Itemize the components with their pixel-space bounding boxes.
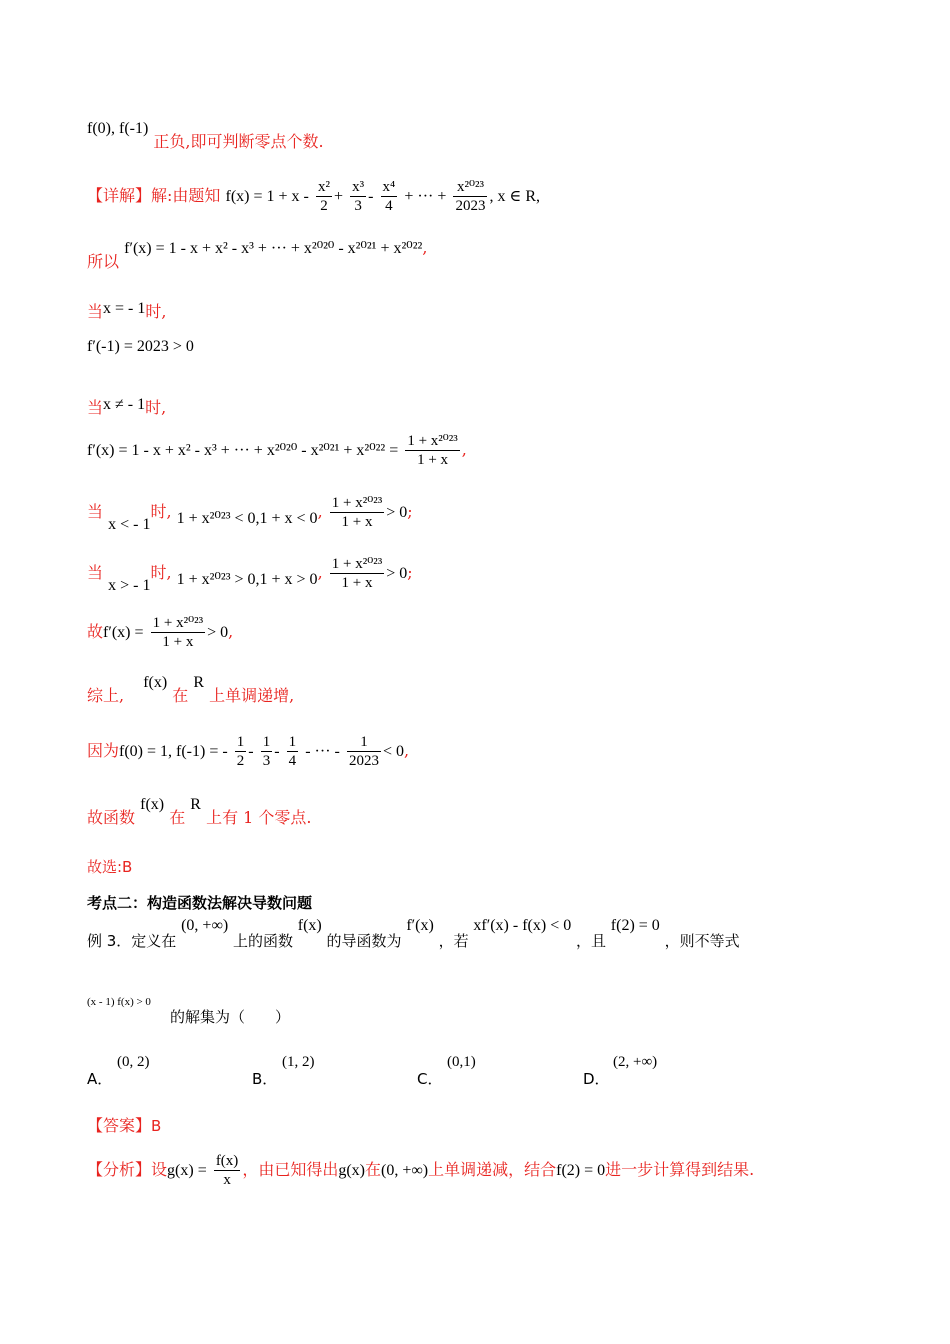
fraction-denominator: 2023: [348, 753, 379, 769]
math-expression: > 0: [207, 624, 229, 641]
fraction: [453, 178, 487, 215]
text-run: 故: [87, 622, 104, 641]
text-line: [87, 614, 233, 651]
text-line: [87, 1152, 754, 1189]
text-run: 正负,即可判断零点个数.: [153, 132, 324, 151]
text-line: [87, 238, 428, 271]
math-expression: x = - 1: [103, 300, 146, 317]
math-expression: f(x): [143, 674, 168, 691]
fraction-denominator: 3: [262, 753, 271, 769]
fraction: [330, 494, 384, 531]
text-run: 时,: [145, 398, 167, 417]
text-run: ,: [317, 563, 323, 582]
math-expression: f(0), f(-1): [87, 120, 149, 137]
text-run: 当: [87, 502, 104, 521]
fraction-denominator: 2023: [455, 198, 486, 214]
fraction-numerator: 1 + x²⁰²³: [407, 433, 458, 449]
fraction-numerator: x⁴: [382, 179, 396, 195]
option-c-label: C．: [417, 1070, 443, 1088]
fraction: [235, 733, 247, 770]
text-run: 时,: [150, 563, 172, 582]
text-line: [87, 336, 194, 357]
text-run: ,: [461, 440, 467, 459]
fraction: [350, 178, 366, 215]
math-expression: (0, +∞): [181, 917, 229, 934]
math-expression: > 0: [386, 565, 408, 582]
math-expression: f(x) = 1 + x -: [225, 188, 309, 205]
detail-tag: 【详解】: [87, 186, 152, 205]
math-expression: f′(x) =: [103, 624, 144, 641]
text-line: [87, 672, 295, 705]
section-heading: 考点二：构造函数法解决导数问题: [87, 894, 313, 912]
option-b-label: B．: [252, 1070, 278, 1088]
text-line: [87, 178, 540, 215]
text-run: ，若: [438, 932, 469, 950]
fraction: [214, 1152, 241, 1189]
text-line: [87, 394, 166, 415]
answer-choice: 故选:B: [87, 858, 133, 876]
option-a-label: A．: [87, 1070, 113, 1088]
text-run: ,: [422, 238, 428, 257]
math-expression: R: [193, 674, 205, 691]
fraction-numerator: x³: [352, 179, 365, 195]
math-expression: , x ∈ R,: [489, 188, 540, 205]
option-c-value: (0,1): [447, 1054, 476, 1070]
text-line: [87, 555, 413, 592]
text-line: [87, 298, 166, 319]
fraction-numerator: 1 + x²⁰²³: [331, 556, 383, 572]
answer-tag: 【答案】: [87, 1116, 152, 1135]
text-run: ,: [228, 622, 234, 641]
fraction: [151, 614, 205, 651]
math-expression: x > - 1: [108, 577, 151, 594]
text-line: [87, 432, 467, 469]
math-operator: -: [248, 743, 254, 760]
fraction: [347, 733, 381, 770]
text-run: 进一步计算得到结果.: [605, 1160, 755, 1179]
text-run: 所以: [87, 252, 120, 271]
math-expression: f(x): [140, 796, 165, 813]
text-line: [87, 857, 132, 877]
math-expression: x < - 1: [108, 516, 151, 533]
math-operator: + ··· +: [404, 188, 447, 205]
fraction: [316, 178, 332, 215]
text-run: 当: [87, 563, 104, 582]
math-operator: -: [274, 743, 280, 760]
text-run: ,: [403, 741, 410, 760]
fraction: [330, 555, 384, 592]
math-operator: - ··· -: [305, 743, 340, 760]
fraction: [261, 733, 273, 770]
fraction-numerator: x²: [317, 179, 330, 195]
fraction-denominator: 2: [236, 753, 245, 769]
math-expression: (0, +∞): [381, 1162, 429, 1179]
text-run: 解:由题知: [151, 186, 221, 205]
text-line: [87, 794, 312, 827]
text-line: [87, 494, 413, 531]
text-run: ,: [317, 502, 323, 521]
fraction-numerator: 1: [347, 733, 381, 752]
text-run: 综上,: [87, 686, 125, 705]
text-run: 上单调递减，结合: [428, 1160, 557, 1179]
fraction-denominator: 1 + x: [341, 575, 373, 591]
text-run: 上有 1 个零点.: [206, 808, 312, 827]
math-expression: f′(x) = 1 - x + x² - x³ + ··· + x²⁰²⁰ - x²⁰²¹ + x²⁰²²: [124, 240, 423, 257]
analysis-tag: 【分析】: [87, 1160, 152, 1179]
text-run: 时,: [145, 302, 167, 321]
fraction-numerator: f(x): [215, 1153, 239, 1169]
text-run: 在: [169, 808, 186, 827]
math-expression: f(2) = 0: [556, 1162, 606, 1179]
math-expression: f′(-1) = 2023 > 0: [87, 338, 194, 355]
text-run: 故函数: [87, 808, 136, 827]
fraction-denominator: 1 + x: [162, 634, 194, 650]
fraction: [381, 178, 398, 215]
text-run: 例 3．定义在: [87, 932, 177, 950]
fraction: [287, 733, 299, 770]
text-line: [87, 1116, 161, 1136]
math-expression: 1 + x²⁰²³ < 0,1 + x < 0: [176, 510, 318, 527]
math-operator: -: [368, 188, 374, 205]
text-run: 设: [151, 1160, 168, 1179]
math-expression: f(2) = 0: [610, 917, 660, 934]
text-run: 在: [172, 686, 189, 705]
text-line: [87, 118, 324, 151]
text-run: ，由已知得出: [242, 1160, 339, 1179]
fraction-numerator: x²⁰²³: [453, 178, 487, 197]
fraction-denominator: 3: [354, 198, 362, 214]
text-run: 在: [364, 1160, 381, 1179]
option-d-value: (2, +∞): [613, 1054, 658, 1070]
math-expression: g(x): [338, 1162, 365, 1179]
text-run: ，则不等式: [664, 932, 740, 950]
math-expression: 1 + x²⁰²³ > 0,1 + x > 0: [176, 571, 318, 588]
math-expression: x ≠ - 1: [103, 396, 146, 413]
math-expression: f′(x) = 1 - x + x² - x³ + ··· + x²⁰²⁰ - x²⁰²¹ + x²⁰²² =: [87, 442, 399, 459]
option-d-label: D．: [583, 1070, 610, 1088]
math-expression: f′(x): [406, 917, 434, 934]
option-a-value: (0, 2): [117, 1054, 150, 1070]
fraction-denominator: 1 + x: [341, 514, 373, 530]
answer-value: B: [151, 1117, 162, 1135]
text-run: 的解集为（ ）: [170, 1008, 291, 1026]
text-run: ;: [407, 563, 413, 582]
text-run: 当: [87, 302, 104, 321]
text-run: ，且: [576, 932, 607, 950]
text-line: [87, 733, 409, 770]
fraction-denominator: 1 + x: [417, 452, 449, 468]
math-expression: f(x): [297, 917, 322, 934]
math-operator: +: [333, 188, 343, 205]
fraction-numerator: 1 + x²⁰²³: [331, 495, 383, 511]
text-line: [87, 915, 740, 950]
fraction-numerator: 1: [236, 734, 245, 750]
math-expression: (x - 1) f(x) > 0: [87, 996, 151, 1008]
fraction-numerator: 1: [262, 734, 271, 750]
text-line: [87, 990, 151, 1012]
math-expression: > 0: [386, 504, 408, 521]
fraction-denominator: 4: [288, 753, 297, 769]
text-run: 上单调递增,: [209, 686, 295, 705]
math-expression: R: [190, 796, 201, 813]
text-run: ;: [407, 502, 413, 521]
text-run: 上的函数: [232, 932, 293, 950]
fraction: [405, 432, 459, 469]
math-expression: f(0) = 1, f(-1) = -: [119, 743, 228, 760]
option-b-value: (1, 2): [282, 1054, 315, 1070]
fraction-denominator: 4: [385, 198, 393, 214]
fraction-numerator: 1: [288, 734, 297, 750]
text-run: 的导函数为: [326, 932, 402, 950]
fraction-denominator: x: [223, 1172, 231, 1188]
fraction-numerator: 1 + x²⁰²³: [152, 615, 204, 631]
math-expression: g(x) =: [167, 1162, 207, 1179]
math-expression: < 0: [382, 743, 404, 760]
text-run: 因为: [87, 741, 120, 760]
text-run: 当: [87, 398, 104, 417]
fraction-denominator: 2: [320, 198, 328, 214]
text-run: 时,: [150, 502, 172, 521]
math-expression: xf′(x) - f(x) < 0: [473, 917, 572, 934]
